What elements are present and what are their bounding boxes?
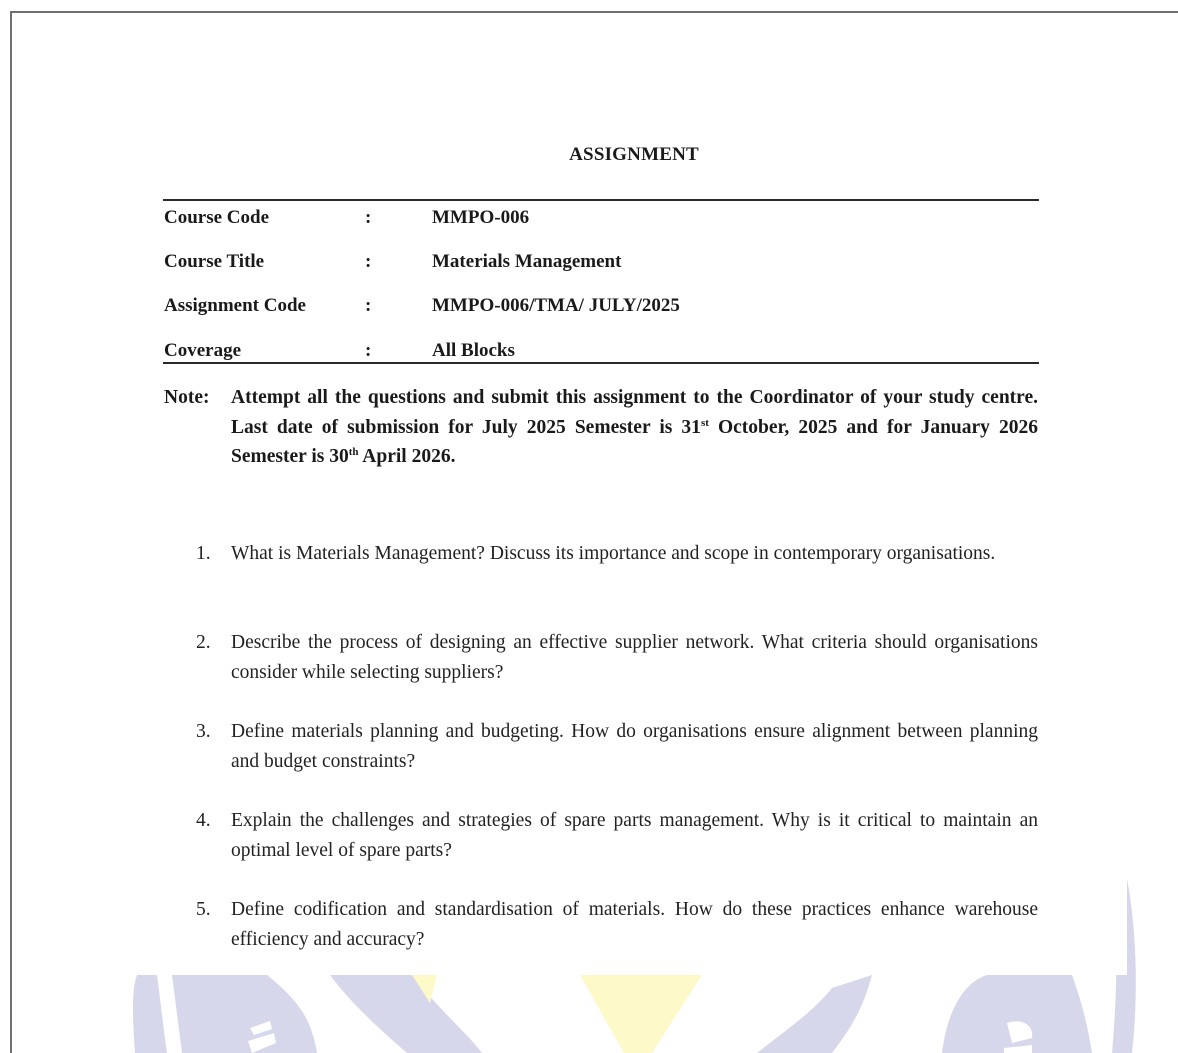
question-number: 3. (196, 721, 211, 742)
question-number: 5. (196, 899, 211, 920)
question-number: 4. (196, 810, 211, 831)
question-text: Explain the challenges and strategies of spare parts management. Why is it critical to maintain an optimal level of spare parts? (231, 810, 1038, 861)
note-text-part1: Attempt all the questions and submit this assignment to the Coordinator of your study centre. Last date of submission for July 2025 Semester is 31 (231, 387, 1038, 438)
info-value: All Blocks (432, 340, 515, 361)
note-text-part2: October, 2025 and for January 2026 Semester is 30 (231, 416, 1039, 467)
info-label: Course Title (164, 251, 265, 272)
info-separator: : (365, 295, 372, 316)
note-text-part3: April 2026. (358, 446, 456, 467)
question-number: 1. (196, 543, 211, 564)
watermark-triangle (580, 975, 702, 1053)
info-row-coverage (164, 338, 1034, 364)
info-label: Assignment Code (164, 295, 306, 316)
note-sup-th: th (348, 446, 359, 458)
info-value: MMPO-006 (432, 207, 530, 228)
question-text: Describe the process of designing an effective supplier network. What criteria should organisations consider while selecting suppliers? (231, 632, 1038, 683)
document-title: ASSIGNMENT (569, 144, 699, 165)
info-separator: : (365, 251, 372, 272)
info-separator: : (365, 207, 372, 228)
info-row-course-title (164, 249, 1034, 275)
info-label: Coverage (164, 340, 242, 361)
question-text: Define codification and standardisation of materials. How do these practices enhance warehouse efficiency and accuracy? (231, 899, 1038, 950)
note-label: Note: (164, 387, 210, 408)
info-label: Course Code (164, 207, 270, 228)
info-row-assignment-code (164, 293, 1034, 319)
info-value: MMPO-006/TMA/ JULY/2025 (432, 295, 680, 316)
header-rule-top (163, 199, 1039, 201)
info-row-course-code (164, 205, 1034, 231)
question-text: Define materials planning and budgeting. How do organisations ensure alignment between planning and budget constraints? (231, 721, 1038, 772)
note-text (231, 383, 1038, 472)
watermark-arc-center-left (330, 975, 482, 1053)
info-separator: : (365, 340, 372, 361)
info-value: Materials Management (432, 251, 622, 272)
watermark-arc-center-right (757, 975, 872, 1053)
question-number: 2. (196, 632, 211, 653)
question-text: What is Materials Management? Discuss its importance and scope in contemporary organisations. (231, 543, 996, 564)
note-sup-st: st (700, 416, 709, 429)
header-rule-bottom (163, 362, 1039, 364)
